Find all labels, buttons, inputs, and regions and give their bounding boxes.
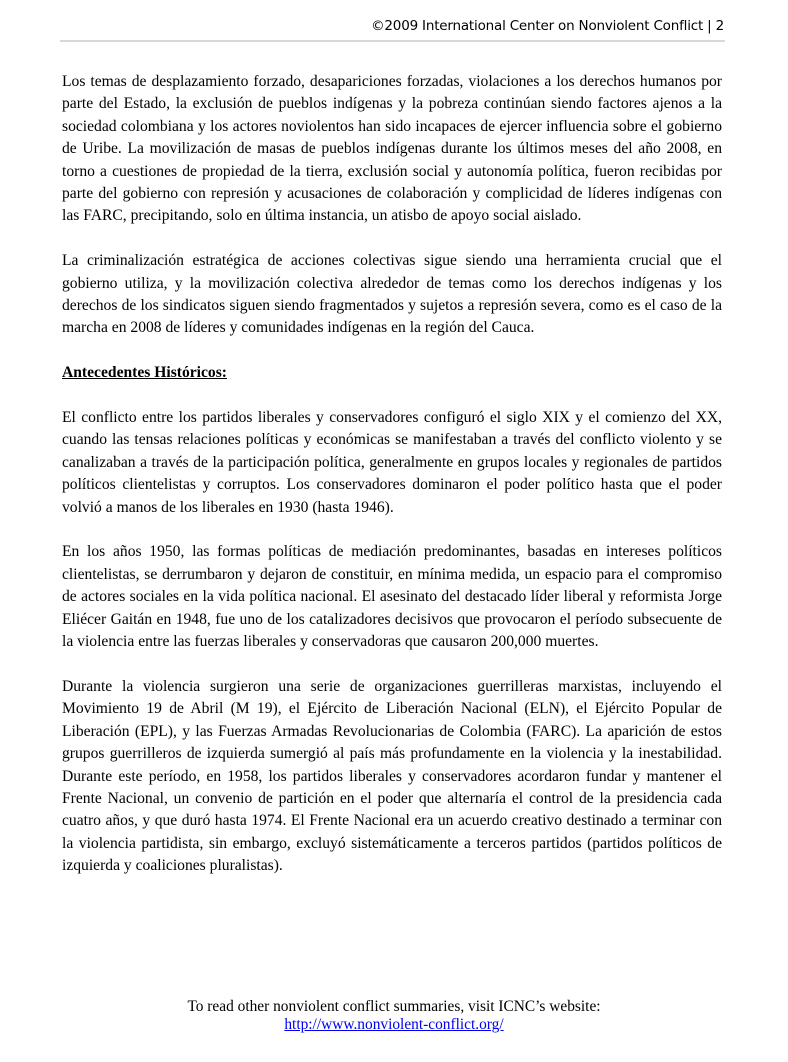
website-link[interactable]: http://www.nonviolent-conflict.org/ <box>284 1016 504 1033</box>
footer-text: To read other nonviolent conflict summaries, visit ICNC’s website: <box>187 998 601 1015</box>
page-footer <box>0 998 788 1034</box>
paragraph-history-3: Durante la violencia surgieron una serie de organizaciones guerrilleras marxistas, incluyendo el Movimiento 19 de Abril (M 19), el Ejército de Liberación Nacional (ELN), el Ejército Popular de Liberación (EPL), y las Fuerzas Armadas Revolucionarias de Colombia (FARC). La aparición de estos grupos guerrilleros de izquierda sumergió al país más profundamente en la violencia y la inestabilidad. Durante este período, en 1958, los partidos liberales y conservadores acordaron fundar y mantener el Frente Nacional, un convenio de partición en el poder que alternaría el control de la presidencia cada cuatro años, y que duró hasta 1974. El Frente Nacional era un acuerdo creativo destinado a terminar con la violencia partidista, sin embargo, excluyó sistemáticamente a terceros partidos (partidos políticos de izquierda y coaliciones pluralistas). <box>62 677 722 875</box>
paragraph-history-1: El conflicto entre los partidos liberales y conservadores configuró el siglo XIX y el comienzo del XX, cuando las tensas relaciones políticas y económicas se manifestaban a través del conflicto violento y se canalizaban a través de la participación política, generalmente en grupos locales y regionales de partidos políticos clientelistas y corruptos. Los conservadores dominaron el poder político hasta que el poder volvió a manos de los liberales en 1930 (hasta 1946). <box>62 409 722 516</box>
header-divider <box>60 40 725 42</box>
paragraph-history-2: En los años 1950, las formas políticas de mediación predominantes, basadas en intereses políticos clientelistas, se derrumbaron y dejaron de constituir, en mínima medida, un espacio para el compromiso de actores sociales en la vida política nacional. El asesinato del destacado líder liberal y reformista Jorge Eliécer Gaitán en 1948, fue uno de los catalizadores decisivos que provocaron el período subsecuente de la violencia entre las fuerzas liberales y conservadoras que causaron 200,000 muertes. <box>62 543 722 651</box>
paragraph-intro-2: La criminalización estratégica de acciones colectivas sigue siendo una herramienta crucial que el gobierno utiliza, y la movilización colectiva alrededor de temas como los derechos indígenas y los derechos de los sindicatos siguen siendo fragmentados y sujetos a represión severa, como es el caso de la marcha en 2008 de líderes y comunidades indígenas en la región del Cauca. <box>62 252 722 337</box>
document-body <box>62 71 722 900</box>
header-text: ©2009 International Center on Nonviolent Conflict | 2 <box>371 18 724 34</box>
paragraph-intro-1: Los temas de desplazamiento forzado, desapariciones forzadas, violaciones a los derechos humanos por parte del Estado, la exclusión de pueblos indígenas y la pobreza continúan siendo factores ajenos a la sociedad colombiana y los actores noviolentos han sido incapaces de ejercer influencia sobre el gobierno de Uribe. La movilización de masas de pueblos indígenas durante los últimos meses del año 2008, en torno a cuestiones de propiedad de la tierra, exclusión social y autonomía política, fueron recibidas por parte del gobierno con represión y acusaciones de colaboración y complicidad de líderes indígenas con las FARC, precipitando, solo en última instancia, un atisbo de apoyo social aislado. <box>62 73 722 225</box>
section-heading: Antecedentes Históricos: <box>62 364 227 382</box>
page-header <box>0 18 724 34</box>
